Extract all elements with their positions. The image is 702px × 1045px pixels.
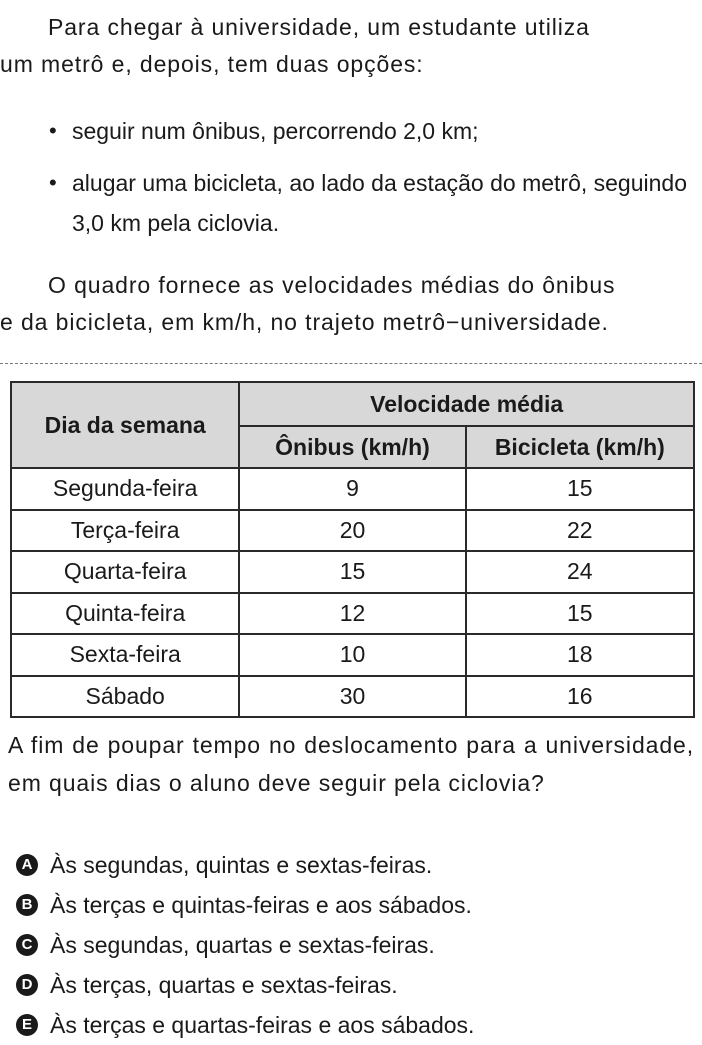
bullet-text: seguir num ônibus, percorrendo 2,0 km; [72, 118, 479, 144]
option-text: Às terças e quartas-feiras e aos sábados. [50, 1011, 475, 1038]
cell-bus: 15 [239, 551, 465, 593]
option-text: Às segundas, quartas e sextas-feiras. [50, 931, 435, 958]
option-letter-badge: C [16, 934, 38, 956]
cell-day: Segunda-feira [11, 468, 239, 510]
header-bus: Ônibus (km/h) [239, 426, 465, 468]
header-average-speed: Velocidade média [239, 382, 694, 426]
option-text: Às terças, quartas e sextas-feiras. [50, 971, 398, 998]
option-a[interactable] [16, 845, 696, 885]
option-text: Às segundas, quintas e sextas-feiras. [50, 851, 433, 878]
cell-bus: 9 [239, 468, 465, 510]
bullet-dot-icon: • [49, 170, 57, 195]
option-letter-badge: D [16, 974, 38, 996]
cell-bike: 15 [466, 593, 694, 635]
cell-bus: 12 [239, 593, 465, 635]
context-paragraph [0, 267, 690, 341]
context-line-2: e da bicicleta, em km/h, no trajeto metrô−universidade. [0, 309, 609, 335]
cell-bus: 10 [239, 634, 465, 676]
options-bullet-list [0, 111, 700, 243]
bullet-item-bus [0, 111, 700, 151]
table-row [11, 634, 694, 676]
option-letter-badge: B [16, 894, 38, 916]
bullet-item-bike [0, 163, 700, 243]
header-day: Dia da semana [11, 382, 239, 468]
cell-bike: 22 [466, 510, 694, 552]
dashed-divider [0, 363, 702, 364]
option-letter-badge: A [16, 854, 38, 876]
option-letter-badge: E [16, 1014, 38, 1036]
answer-options [16, 845, 696, 1045]
cell-day: Sábado [11, 676, 239, 718]
bullet-dot-icon: • [49, 118, 57, 143]
table-row [11, 593, 694, 635]
cell-bus: 20 [239, 510, 465, 552]
cell-day: Quinta-feira [11, 593, 239, 635]
cell-bike: 24 [466, 551, 694, 593]
option-text: Às terças e quintas-feiras e aos sábados. [50, 891, 472, 918]
table-row [11, 468, 694, 510]
option-c[interactable] [16, 925, 696, 965]
cell-bike: 16 [466, 676, 694, 718]
option-b[interactable] [16, 885, 696, 925]
cell-day: Sexta-feira [11, 634, 239, 676]
cell-bike: 15 [466, 468, 694, 510]
table-row [11, 510, 694, 552]
option-e[interactable] [16, 1005, 696, 1045]
table-row [11, 551, 694, 593]
table-row [11, 676, 694, 718]
intro-line-1: Para chegar à universidade, um estudante utiliza [48, 14, 590, 40]
option-d[interactable] [16, 965, 696, 1005]
intro-line-2: um metrô e, depois, tem duas opções: [0, 51, 424, 77]
bullet-text: alugar uma bicicleta, ao lado da estação do metrô, seguindo 3,0 km pela ciclovia. [72, 170, 688, 236]
cell-bus: 30 [239, 676, 465, 718]
context-line-1: O quadro fornece as velocidades médias do ônibus [48, 272, 616, 298]
header-bike: Bicicleta (km/h) [466, 426, 694, 468]
speed-table [10, 381, 695, 718]
intro-paragraph [0, 9, 690, 83]
cell-bike: 18 [466, 634, 694, 676]
cell-day: Terça-feira [11, 510, 239, 552]
cell-day: Quarta-feira [11, 551, 239, 593]
question-text: A fim de poupar tempo no deslocamento para a universidade, em quais dias o aluno deve seguir pela ciclovia? [8, 732, 694, 796]
